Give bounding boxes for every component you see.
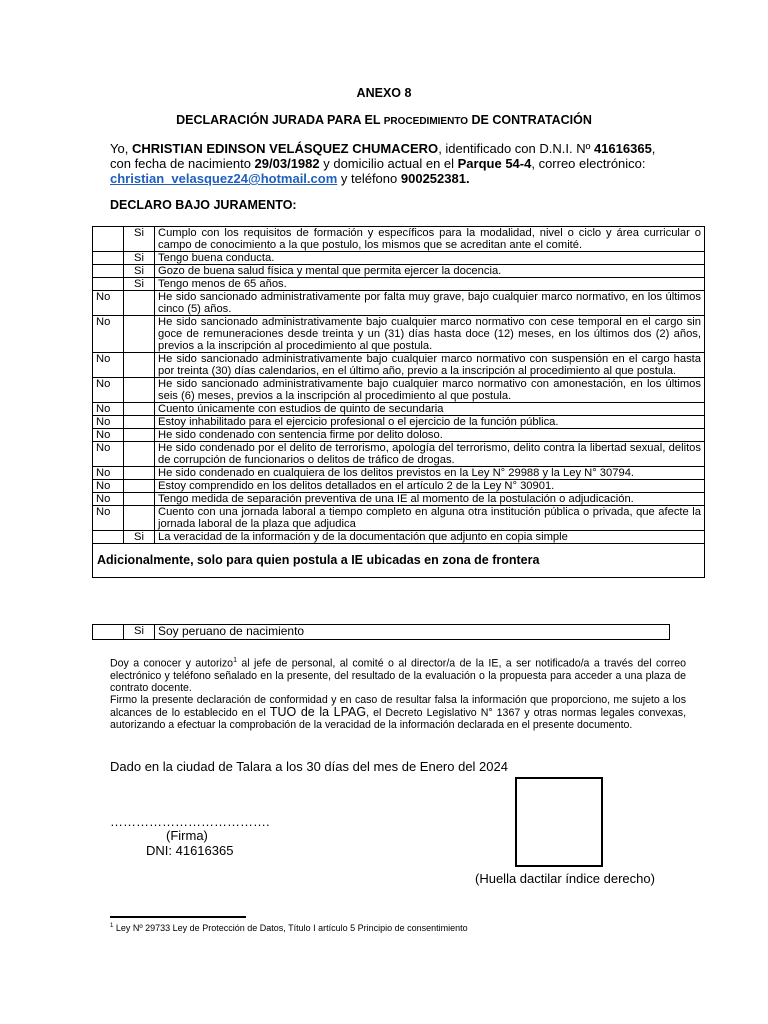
applicant-dni: 41616365 [593, 141, 652, 156]
place-date: Dado en la ciudad de Talara a los 30 días del mes de Enero del 2024 [110, 759, 508, 774]
consent-text: Doy a conocer y autorizo [110, 657, 234, 670]
table-row [93, 353, 705, 378]
si-cell [124, 493, 155, 506]
statement-cell: Cuento con una jornada laboral a tiempo completo en alguna otra institución pública o privada, que afecte la jornada laboral de la plaza que adjudica [155, 506, 705, 531]
table-row [93, 316, 705, 353]
table-row [93, 531, 705, 544]
statement-cell: La veracidad de la información y de la documentación que adjunto en copia simple [155, 531, 705, 544]
si-cell [124, 403, 155, 416]
consent-p1 [110, 655, 686, 694]
frontier-header-row [93, 544, 705, 578]
si-cell: Si [124, 625, 155, 640]
no-cell [93, 278, 124, 291]
declaro-heading: DECLARO BAJO JURAMENTO: [110, 198, 297, 212]
intro-text: , identificado con D.N.I. Nº [438, 141, 594, 156]
tuo-lpag: TUO de la LPAG [269, 704, 367, 719]
no-cell: No [93, 442, 124, 467]
statement-cell: Tengo medida de separación preventiva de una IE al momento de la postulación o adjudicación. [155, 493, 705, 506]
intro-line-1 [110, 141, 690, 156]
no-cell: No [93, 353, 124, 378]
consent-text: Firmo la presente declaración de conformidad y en caso de resultar falsa la información que proporciono, me sujeto a los alcances de lo establecido en el [110, 693, 686, 719]
si-cell [124, 353, 155, 378]
si-cell: Si [124, 252, 155, 265]
statement-cell: Estoy inhabilitado para el ejercicio profesional o el ejercicio de la función pública. [155, 416, 705, 429]
si-cell [124, 467, 155, 480]
footnote-number: 1 [110, 923, 114, 929]
intro-text: , correo electrónico: [531, 156, 646, 171]
si-cell [124, 416, 155, 429]
footnote-ref: 1 [233, 657, 237, 664]
no-cell: No [93, 416, 124, 429]
signature-line: ………………………………. [110, 814, 270, 829]
declaration-table [92, 226, 705, 578]
intro-text: con fecha de nacimiento [110, 156, 255, 171]
consent-text: al jefe de personal, al comité o al director/a de la IE, a ser notificado/a a través del correo electrónico y teléfono señalado en la presente, del resultado de la evaluación o la propuesta para acceder a una plaza de contrato docente. [110, 657, 686, 694]
table-row [93, 467, 705, 480]
table-row [93, 265, 705, 278]
table-row [93, 625, 670, 640]
no-cell [93, 227, 124, 252]
no-cell: No [93, 378, 124, 403]
intro-paragraph [110, 141, 690, 186]
statement-cell: Estoy comprendido en los delitos detallados en el artículo 2 de la Ley N° 30901. [155, 480, 705, 493]
statement-cell: He sido sancionado administrativamente bajo cualquier marco normativo con amonestación, en los últimos seis (6) meses, previos a la inscripción al procedimiento al que postula. [155, 378, 705, 403]
si-cell: Si [124, 278, 155, 291]
intro-text: Yo, [110, 141, 132, 156]
no-cell [93, 265, 124, 278]
si-cell [124, 429, 155, 442]
frontier-table [92, 624, 670, 640]
consent-text: , el Decreto Legislativo N° 1367 y otras normas legales convexas, autorizando a efectuar la comprobación de la veracidad de la información declarada en el presente documento. [110, 706, 687, 731]
table-row [93, 429, 705, 442]
declaration-table-body [93, 227, 705, 544]
phone-number: 900252381. [400, 171, 470, 186]
consent-paragraph [110, 655, 686, 731]
no-cell: No [93, 493, 124, 506]
table-row [93, 493, 705, 506]
statement-cell: He sido condenado por el delito de terrorismo, apología del terrorismo, delito contra la libertad sexual, delitos de corrupción de funcionarios o delitos de tráfico de drogas. [155, 442, 705, 467]
table-row [93, 403, 705, 416]
footnote [110, 923, 468, 933]
table-row [93, 278, 705, 291]
table-row [93, 378, 705, 403]
no-cell: No [93, 291, 124, 316]
intro-text: , [651, 141, 656, 156]
no-cell: No [93, 403, 124, 416]
title-part2: PROCEDIMIENTO [383, 116, 469, 127]
fingerprint-label: (Huella dactilar índice derecho) [475, 871, 655, 886]
fingerprint-box [515, 777, 603, 867]
footnote-text: Ley Nº 29733 Ley de Protección de Datos, Título I artículo 5 Principio de consentimiento [113, 923, 468, 933]
intro-text: y teléfono [337, 171, 401, 186]
intro-line-2 [110, 156, 690, 171]
no-cell [93, 625, 124, 640]
statement-cell: He sido condenado en cualquiera de los delitos previstos en la Ley N° 29988 y la Ley N° 30794. [155, 467, 705, 480]
no-cell: No [93, 480, 124, 493]
si-cell [124, 442, 155, 467]
no-cell: No [93, 316, 124, 353]
si-cell [124, 291, 155, 316]
table-row [93, 442, 705, 467]
si-cell: Si [124, 265, 155, 278]
statement-cell: Cumplo con los requisitos de formación y específicos para la modalidad, nivel o ciclo y área curricular o campo de conocimiento a la que postulo, los mismos que se acreditan ante el comité. [155, 227, 705, 252]
no-cell: No [93, 429, 124, 442]
annex-title: ANEXO 8 [356, 86, 412, 100]
table-row [93, 416, 705, 429]
birth-date: 29/03/1982 [254, 156, 320, 171]
table-row [93, 480, 705, 493]
document-title [0, 113, 768, 127]
statement-cell: He sido sancionado administrativamente por falta muy grave, bajo cualquier marco normativo, en los últimos cinco (5) años. [155, 291, 705, 316]
address: Parque 54-4 [457, 156, 532, 171]
signature-label: (Firma) [166, 828, 208, 843]
si-cell [124, 480, 155, 493]
statement-cell: Gozo de buena salud física y mental que permita ejercer la docencia. [155, 265, 705, 278]
table-row [93, 227, 705, 252]
email-link[interactable]: christian_velasquez24@hotmail.com [110, 171, 338, 186]
statement-cell: He sido sancionado administrativamente bajo cualquier marco normativo con suspensión en el cargo hasta por treinta (30) días calendarios, en el último año, previo a la inscripción al procedimiento al que postula. [155, 353, 705, 378]
table-row [93, 506, 705, 531]
intro-line-3 [110, 171, 690, 186]
no-cell: No [93, 467, 124, 480]
si-cell [124, 316, 155, 353]
no-cell [93, 531, 124, 544]
statement-cell: Cuento únicamente con estudios de quinto de secundaria [155, 403, 705, 416]
no-cell: No [93, 506, 124, 531]
intro-text: y domicilio actual en el [319, 156, 458, 171]
statement-cell: Soy peruano de nacimiento [155, 625, 670, 640]
si-cell: Si [124, 227, 155, 252]
statement-cell: Tengo menos de 65 años. [155, 278, 705, 291]
si-cell [124, 506, 155, 531]
consent-p2 [110, 694, 686, 731]
si-cell [124, 378, 155, 403]
footnote-divider [110, 916, 246, 918]
statement-cell: Tengo buena conducta. [155, 252, 705, 265]
title-part1: DECLARACIÓN JURADA PARA EL [176, 113, 384, 127]
statement-cell: He sido sancionado administrativamente bajo cualquier marco normativo con cese temporal en el cargo sin goce de remuneraciones desde treinta y un (31) días hasta doce (12) meses, en los últimos dos (2) años, previos a la inscripción al procedimiento al que postula. [155, 316, 705, 353]
table-row [93, 291, 705, 316]
no-cell [93, 252, 124, 265]
title-part3: DE CONTRATACIÓN [468, 113, 592, 127]
signature-dni: DNI: 41616365 [146, 843, 234, 858]
statement-cell: He sido condenado con sentencia firme por delito doloso. [155, 429, 705, 442]
frontier-header: Adicionalmente, solo para quien postula a IE ubicadas en zona de frontera [93, 544, 705, 578]
applicant-name: CHRISTIAN EDINSON VELÁSQUEZ CHUMACERO [131, 141, 439, 156]
table-row [93, 252, 705, 265]
si-cell: Si [124, 531, 155, 544]
